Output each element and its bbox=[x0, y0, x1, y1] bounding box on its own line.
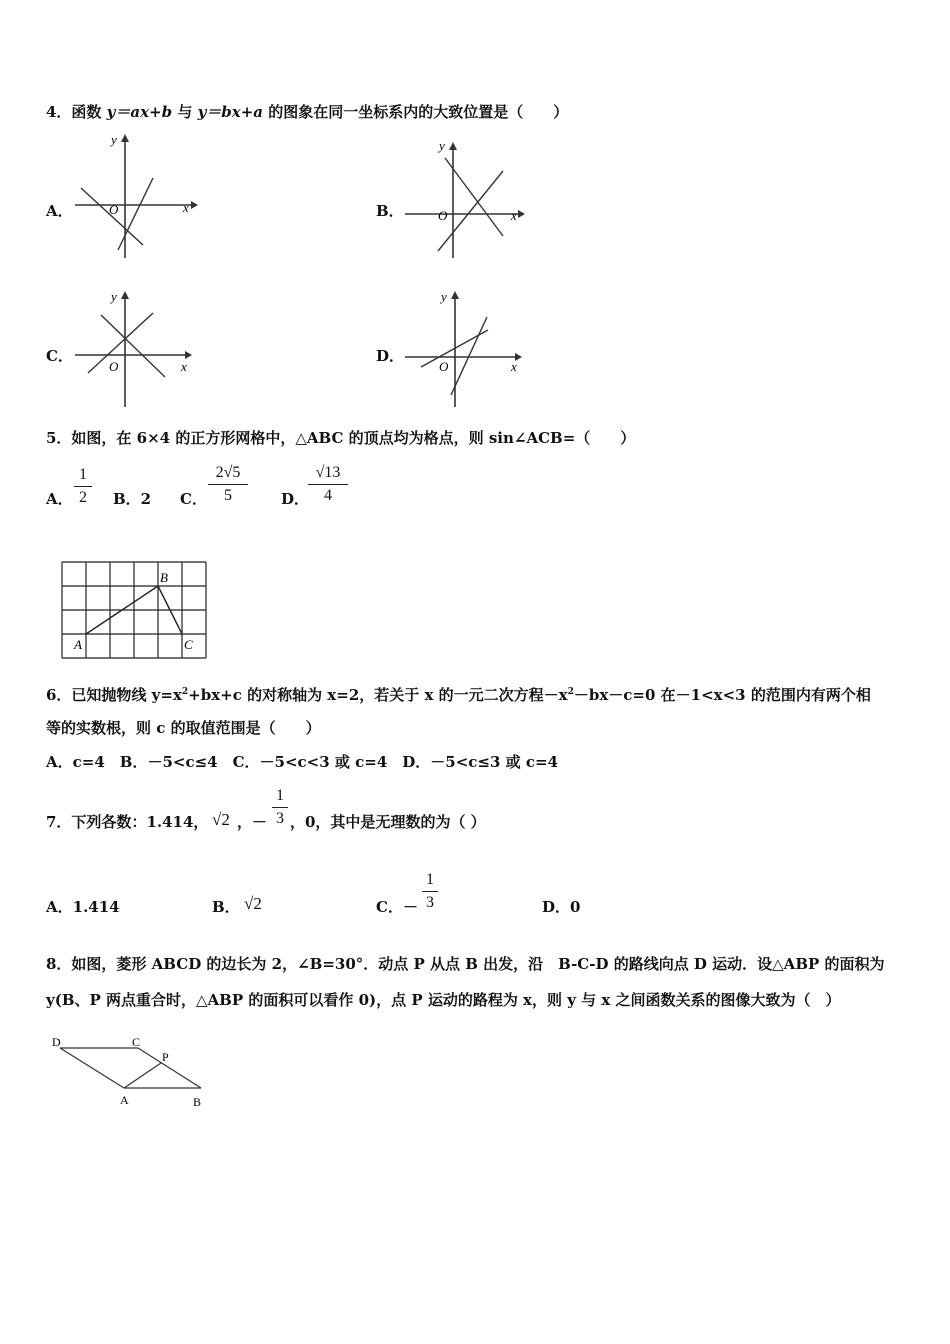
q7-option-b-value: √2 bbox=[244, 894, 262, 913]
q6-stem-line1: 6．已知抛物线 $y=x^2+bx+c$ 的对称轴为 x=2，若关于 x 的一元二次方程$-x^2-bx-c=0$ 在－1<x<3 的范围内有两个相 bbox=[46, 686, 871, 704]
q4-stem: 4．函数 y＝ax+b 与 y＝bx+a 的图象在同一坐标系内的大致位置是（ ） bbox=[46, 103, 569, 121]
q7-option-a: A．1.414 bbox=[46, 898, 120, 916]
q7-comma: ，－ bbox=[237, 813, 268, 831]
q6-options: A．c=4 B．－5<c≤4 C．－5<c<3 或 c=4 D．－5<c≤3 或 c=4 bbox=[46, 753, 559, 771]
q5-option-d-label: D． bbox=[281, 490, 310, 508]
q8-label-b: B bbox=[193, 1095, 202, 1109]
q4-graph-d bbox=[403, 285, 528, 410]
q7-stem-suffix: ，0，其中是无理数的为（ ） bbox=[290, 813, 486, 831]
q5-grid-figure bbox=[58, 558, 218, 662]
q7-option-c-label: C．－ bbox=[376, 898, 418, 916]
q7-option-b-label: B． bbox=[212, 898, 240, 916]
q7-option-c-fraction: 1 3 bbox=[422, 871, 438, 912]
q5-option-d-fraction: √13 4 bbox=[308, 464, 348, 505]
q8-rhombus-figure bbox=[46, 1030, 221, 1112]
q4-b-origin-label: O bbox=[438, 208, 448, 223]
q5-option-a-fraction: 1 2 bbox=[74, 466, 92, 507]
q7-option-d: D．0 bbox=[542, 898, 581, 916]
q4-a-x-axis-label: x bbox=[183, 200, 189, 215]
q4-b-x-axis-label: x bbox=[511, 208, 517, 223]
q8-label-d: D bbox=[52, 1035, 61, 1049]
q4-c-x-axis-label: x bbox=[181, 359, 187, 374]
q7-stem-prefix: 7．下列各数：1.414， bbox=[46, 813, 209, 831]
q6-stem-line2: 等的实数根，则 c 的取值范围是（ ） bbox=[46, 719, 321, 737]
q4-option-b-label: B． bbox=[376, 202, 404, 220]
q5-option-c-label: C． bbox=[180, 490, 207, 508]
q8-stem-line1: 8．如图，菱形 ABCD 的边长为 2，∠B=30°．动点 P 从点 B 出发，沿 B-C-D 的路线向点 D 运动．设△ABP 的面积为 bbox=[46, 955, 885, 973]
q4-c-origin-label: O bbox=[109, 359, 119, 374]
q8-stem-line2: y(B、P 两点重合时，△ABP 的面积可以看作 0)，点 P 运动的路程为 x，则 y 与 x 之间函数关系的图像大致为（ ） bbox=[46, 991, 841, 1009]
q4-option-d-label: D． bbox=[376, 347, 405, 365]
q4-a-y-axis-label: y bbox=[111, 132, 117, 147]
q5-option-b: B．2 bbox=[113, 490, 152, 508]
q4-graph-a bbox=[73, 130, 198, 260]
q5-stem: 5．如图，在 6×4 的正方形网格中，△ABC 的顶点均为格点，则 sin∠ACB=（ ） bbox=[46, 429, 636, 447]
q4-a-origin-label: O bbox=[109, 202, 119, 217]
q4-graph-c bbox=[73, 285, 198, 410]
q5-option-a-label: A． bbox=[46, 490, 73, 508]
q4-graph-b bbox=[403, 136, 528, 261]
q5-label-b: B bbox=[160, 570, 168, 585]
q4-option-c-label: C． bbox=[46, 347, 73, 365]
q5-label-c: C bbox=[184, 637, 193, 652]
q8-label-p: P bbox=[162, 1050, 169, 1064]
q4-d-origin-label: O bbox=[439, 359, 449, 374]
q7-sqrt2: √2 bbox=[212, 810, 230, 829]
q4-option-a-label: A． bbox=[46, 202, 73, 220]
q4-d-x-axis-label: x bbox=[511, 359, 517, 374]
q7-fraction: 1 3 bbox=[272, 787, 288, 828]
q5-option-c-fraction: 2√5 5 bbox=[208, 464, 248, 505]
q8-label-a: A bbox=[120, 1093, 129, 1107]
q8-label-c: C bbox=[132, 1035, 141, 1049]
q4-b-y-axis-label: y bbox=[439, 138, 445, 153]
q4-c-y-axis-label: y bbox=[111, 289, 117, 304]
q5-label-a: A bbox=[74, 637, 82, 652]
q4-d-y-axis-label: y bbox=[441, 289, 447, 304]
